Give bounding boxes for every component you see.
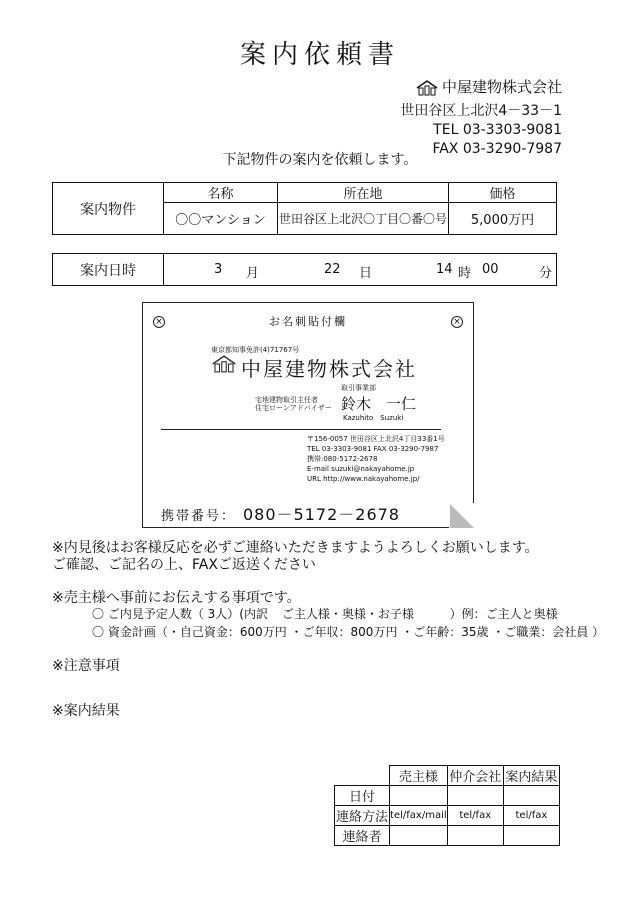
status-table-corner [335, 766, 390, 786]
note-line-2: ご確認、ご記名の上、FAXご返送ください [52, 557, 316, 573]
status-row-label: 連絡方法 [335, 806, 390, 826]
status-cell[interactable] [447, 826, 503, 846]
property-name: 〇〇マンション [164, 203, 278, 235]
schedule-table [52, 253, 557, 286]
schedule-day: 22 [324, 262, 341, 277]
property-header-name: 名称 [164, 183, 278, 203]
card-mobile-small: 携帯:080-5172-2678 [307, 455, 378, 463]
note-item-1-example: ）例：ご主人と奥様 [449, 607, 558, 621]
schedule-month-unit: 月 [246, 266, 260, 281]
status-cell[interactable] [503, 786, 559, 806]
note-item-1-count: 3人）(内訳 [207, 607, 268, 621]
card-mobile-number: 080－5172－2678 [243, 505, 400, 524]
company-fax: FAX 03-3290-7987 [432, 140, 562, 157]
status-row-label: 日付 [335, 786, 390, 806]
status-cell: tel/fax [447, 806, 503, 826]
cross-circle-icon: × [451, 316, 463, 328]
card-divider [161, 429, 441, 430]
status-header-agent: 仲介会社 [447, 766, 503, 786]
company-logo-icon [416, 80, 438, 96]
status-cell: tel/fax [503, 806, 559, 826]
property-header-price: 価格 [449, 183, 557, 203]
status-row-label: 連絡者 [335, 826, 390, 846]
card-address: 〒156-0057 世田谷区上北沢4丁目33番1号 [307, 435, 445, 443]
property-header-location: 所在地 [278, 183, 449, 203]
schedule-hour-unit: 時 [458, 266, 472, 281]
company-name: 中屋建物株式会社 [441, 78, 562, 96]
business-card-area [142, 302, 474, 528]
note-line-1: ※内見後はお客様反応を必ずご連絡いただきますようよろしくお願いします。 [52, 540, 539, 556]
card-role1: 宅地建物取引主任者 [255, 396, 318, 404]
note-item-1 [92, 605, 558, 622]
company-address: 世田谷区上北沢4－33－1 [400, 102, 562, 119]
card-license: 東京都知事免許(4)71767号 [211, 346, 300, 354]
card-person: 鈴木 一仁 [341, 395, 417, 413]
schedule-hour: 14 [436, 262, 453, 277]
card-email: E-mail suzuki@nakayahome.jp [307, 465, 415, 473]
card-telfax: TEL 03-3303-9081 FAX 03-3290-7987 [307, 445, 439, 453]
status-cell[interactable] [390, 826, 448, 846]
schedule-minute: 00 [482, 262, 499, 277]
card-role2: 住宅ローンアドバイザー [255, 404, 332, 412]
schedule-day-unit: 日 [359, 266, 373, 281]
card-heading: お名刺貼付欄 [269, 315, 347, 328]
property-location: 世田谷区上北沢〇丁目〇番〇号 [278, 203, 449, 235]
status-cell[interactable] [447, 786, 503, 806]
property-row-label: 案内物件 [53, 183, 164, 235]
result-heading: ※案内結果 [52, 703, 120, 719]
schedule-month: 3 [214, 262, 223, 277]
company-block [400, 78, 562, 159]
note-item-1-detail: ご主人様・奥様・お子様 [281, 607, 414, 621]
property-table [52, 182, 557, 235]
schedule-row-label: 案内日時 [53, 254, 164, 286]
property-price: 5,000万円 [449, 203, 557, 235]
status-header-seller: 売主様 [390, 766, 448, 786]
note-item-2: 〇 資金計画（・自己資金：600万円 ・ご年収：800万円 ・ご年齢：35歳 ・ご職業：会社員 ） [92, 625, 605, 639]
card-fold-shadow [450, 504, 474, 528]
status-cell[interactable] [390, 786, 448, 806]
status-header-result: 案内結果 [503, 766, 559, 786]
card-url: URL http://www.nakayahome.jp/ [307, 475, 420, 483]
schedule-minute-unit: 分 [539, 266, 553, 281]
request-text: 下記物件の案内を依頼します。 [222, 152, 418, 168]
card-company: 中屋建物株式会社 [241, 357, 417, 381]
schedule-values [164, 254, 557, 286]
card-romaji: Kazuhito Suzuki [343, 414, 404, 422]
company-tel: TEL 03-3303-9081 [433, 121, 562, 138]
note-line-3: ※売主様へ事前にお伝えする事項です。 [52, 590, 301, 606]
status-table [334, 765, 560, 846]
card-dept: 取引事業部 [341, 384, 376, 392]
page-title: 案内依頼書 [239, 40, 400, 70]
status-cell: tel/fax/mail [390, 806, 448, 826]
caution-heading: ※注意事項 [52, 658, 120, 674]
card-logo-icon [211, 355, 237, 373]
status-cell[interactable] [503, 826, 559, 846]
cross-circle-icon: × [153, 316, 165, 328]
company-name-row [416, 78, 562, 97]
card-mobile-label: 携帯番号： [161, 509, 237, 524]
note-item-1-prefix: 〇 ご内見予定人数（ [92, 607, 204, 621]
